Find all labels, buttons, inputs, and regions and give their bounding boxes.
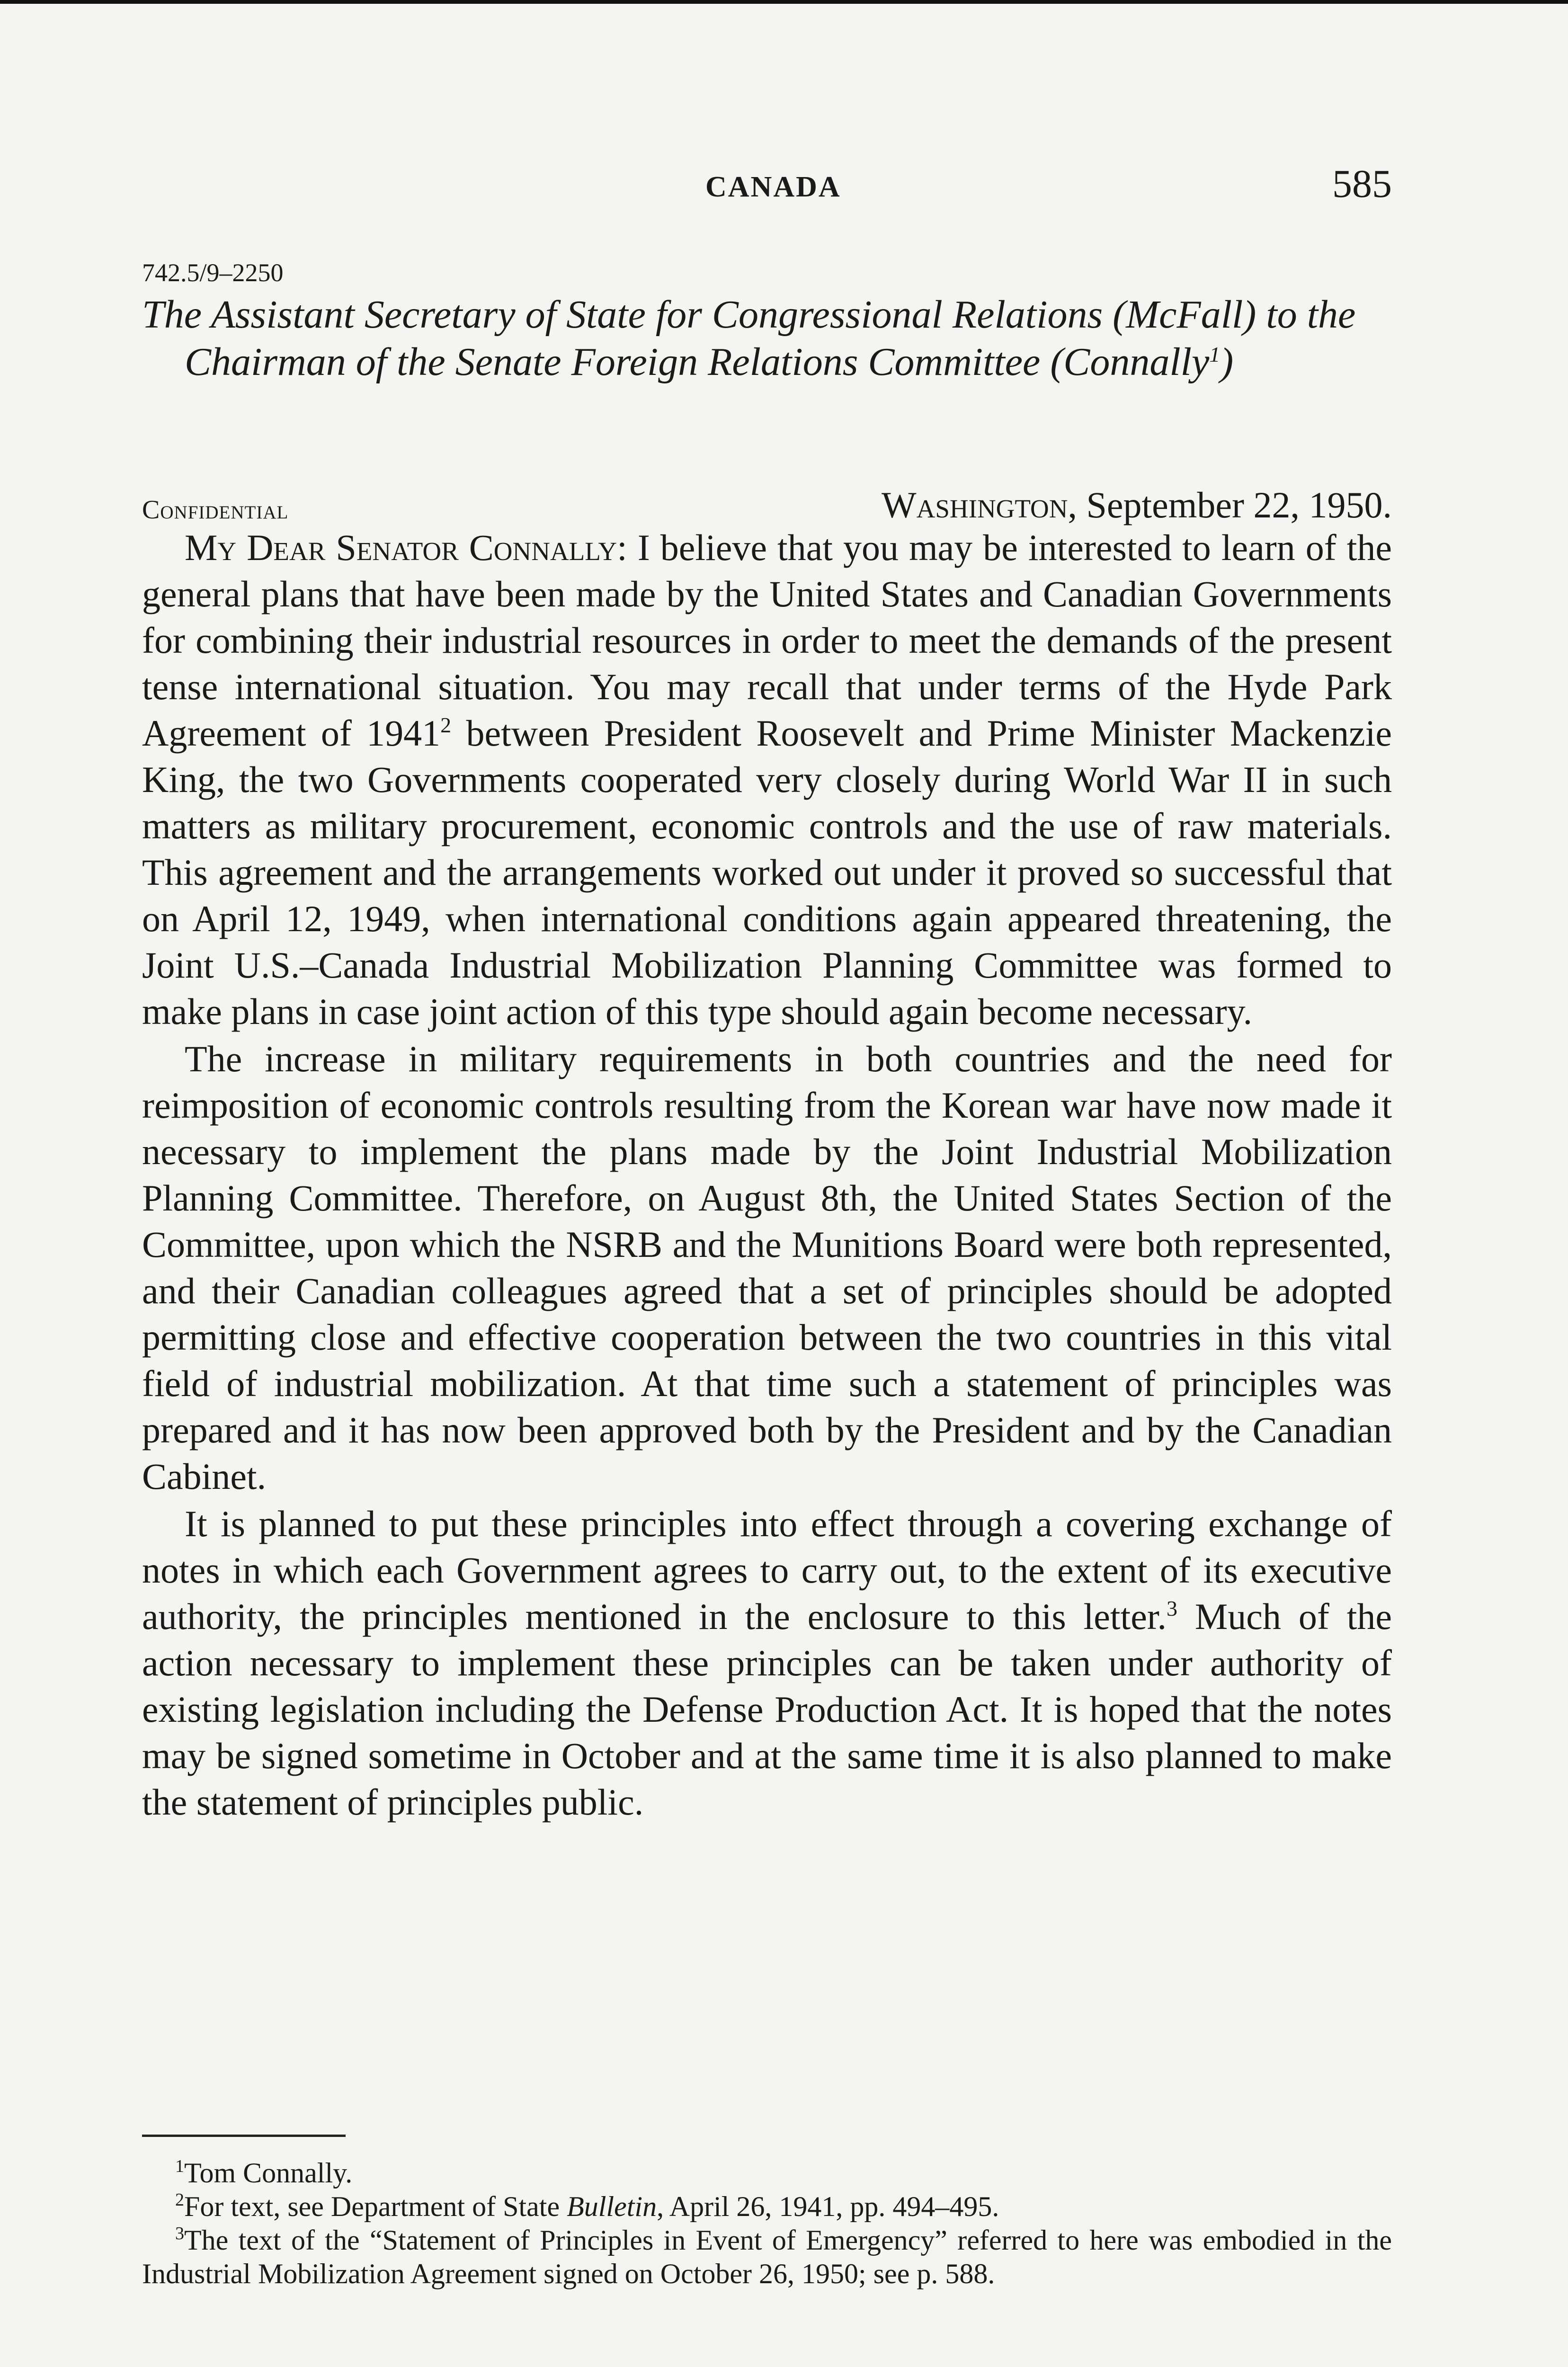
salutation: My Dear Senator Connally bbox=[185, 527, 617, 568]
footnote-mark: 3 bbox=[175, 2224, 184, 2243]
footnote-ref-2: 2 bbox=[440, 713, 452, 737]
classification: Confidential bbox=[142, 495, 289, 525]
document-title bbox=[142, 291, 1392, 386]
footnote-mark: 2 bbox=[175, 2190, 184, 2210]
footnote-ref-3: 3 bbox=[1167, 1596, 1178, 1620]
paragraph-1-text-a: : I believe that you may be interested to learn of the general plans that have been made by the United States and Canadian Governments for combining their industrial resources in order to meet the demands of the present tense international situation. You may recall that under terms of the Hyde Park Agreement of 1941 bbox=[142, 527, 1392, 754]
paragraph-1-text-b: between President Roosevelt and Prime Minister Mackenzie King, the two Governments cooperated very closely during World War II in such matters as military procurement, economic controls and the use of raw materials. This agreement and the arrangements worked out under it proved so successful that on April 12, 1949, when international conditions again appeared threatening, the Joint U.S.–Canada Industrial Mobilization Planning Committee was formed to make plans in case joint action of this type should again become necessary. bbox=[142, 712, 1392, 1032]
running-head: CANADA bbox=[705, 171, 841, 203]
footnote-mark: 1 bbox=[175, 2156, 184, 2176]
footnote-text: For text, see Department of State bbox=[184, 2191, 567, 2222]
footnote-3 bbox=[142, 2224, 1392, 2291]
footnotes bbox=[142, 2156, 1392, 2291]
paragraph-3-text-b: Much of the action necessary to implement these principles can be taken under authority of existing legislation including the Defense Production Act. It is hoped that the notes may be signed sometime in October and at the same time it is also planned to make the statement of principles public. bbox=[142, 1596, 1392, 1823]
footnote-2 bbox=[142, 2190, 1392, 2224]
letter-body bbox=[142, 525, 1392, 1825]
place: Washington bbox=[881, 484, 1068, 525]
footnote-rule bbox=[142, 2135, 346, 2137]
page-header bbox=[142, 161, 1392, 218]
page-number: 585 bbox=[1332, 162, 1392, 206]
top-border bbox=[0, 0, 1568, 4]
footnote-1 bbox=[142, 2156, 1392, 2190]
footnote-text: Tom Connally. bbox=[184, 2157, 353, 2189]
date: , September 22, 1950. bbox=[1068, 484, 1392, 525]
footnote-text: , April 26, 1941, pp. 494–495. bbox=[657, 2191, 999, 2222]
file-number: 742.5/9–2250 bbox=[142, 258, 284, 287]
footnote-italic: Bulletin bbox=[567, 2191, 657, 2222]
paragraph-3-text-a: It is planned to put these principles into effect through a covering exchange of notes in which each Government agrees to carry out, to the extent of its executive authority, the principles mentioned in the enclosure to this letter. bbox=[142, 1503, 1392, 1637]
paragraph-2: The increase in military requirements in both countries and the need for reimposition of economic controls resulting from the Korean war have now made it necessary to implement the plans made by the Joint Industrial Mobilization Planning Committee. Therefore, on August 8th, the United States Section of the Committee, upon which the NSRB and the Munitions Board were both represented, and their Canadian colleagues agreed that a set of principles should be adopted permitting close and effective cooperation between the two countries in this vital field of industrial mobilization. At that time such a statement of principles was prepared and it has now been approved both by the President and by the Canadian Cabinet. bbox=[142, 1038, 1392, 1497]
title-close: ) bbox=[1220, 340, 1234, 384]
title-footnote-ref: 1 bbox=[1209, 342, 1221, 366]
footnote-text: The text of the “Statement of Principles in Event of Emergency” referred to here was embodied in the Industrial Mobilization Agreement signed on October 26, 1950; see p. 588. bbox=[142, 2225, 1392, 2289]
paragraph-1 bbox=[142, 525, 1392, 1035]
title-text: The Assistant Secretary of State for Congressional Relations (McFall) to the Chairman of the Senate Foreign Relations Committee (Connally bbox=[142, 293, 1356, 384]
dateline bbox=[882, 484, 1392, 526]
paragraph-3 bbox=[142, 1501, 1392, 1825]
